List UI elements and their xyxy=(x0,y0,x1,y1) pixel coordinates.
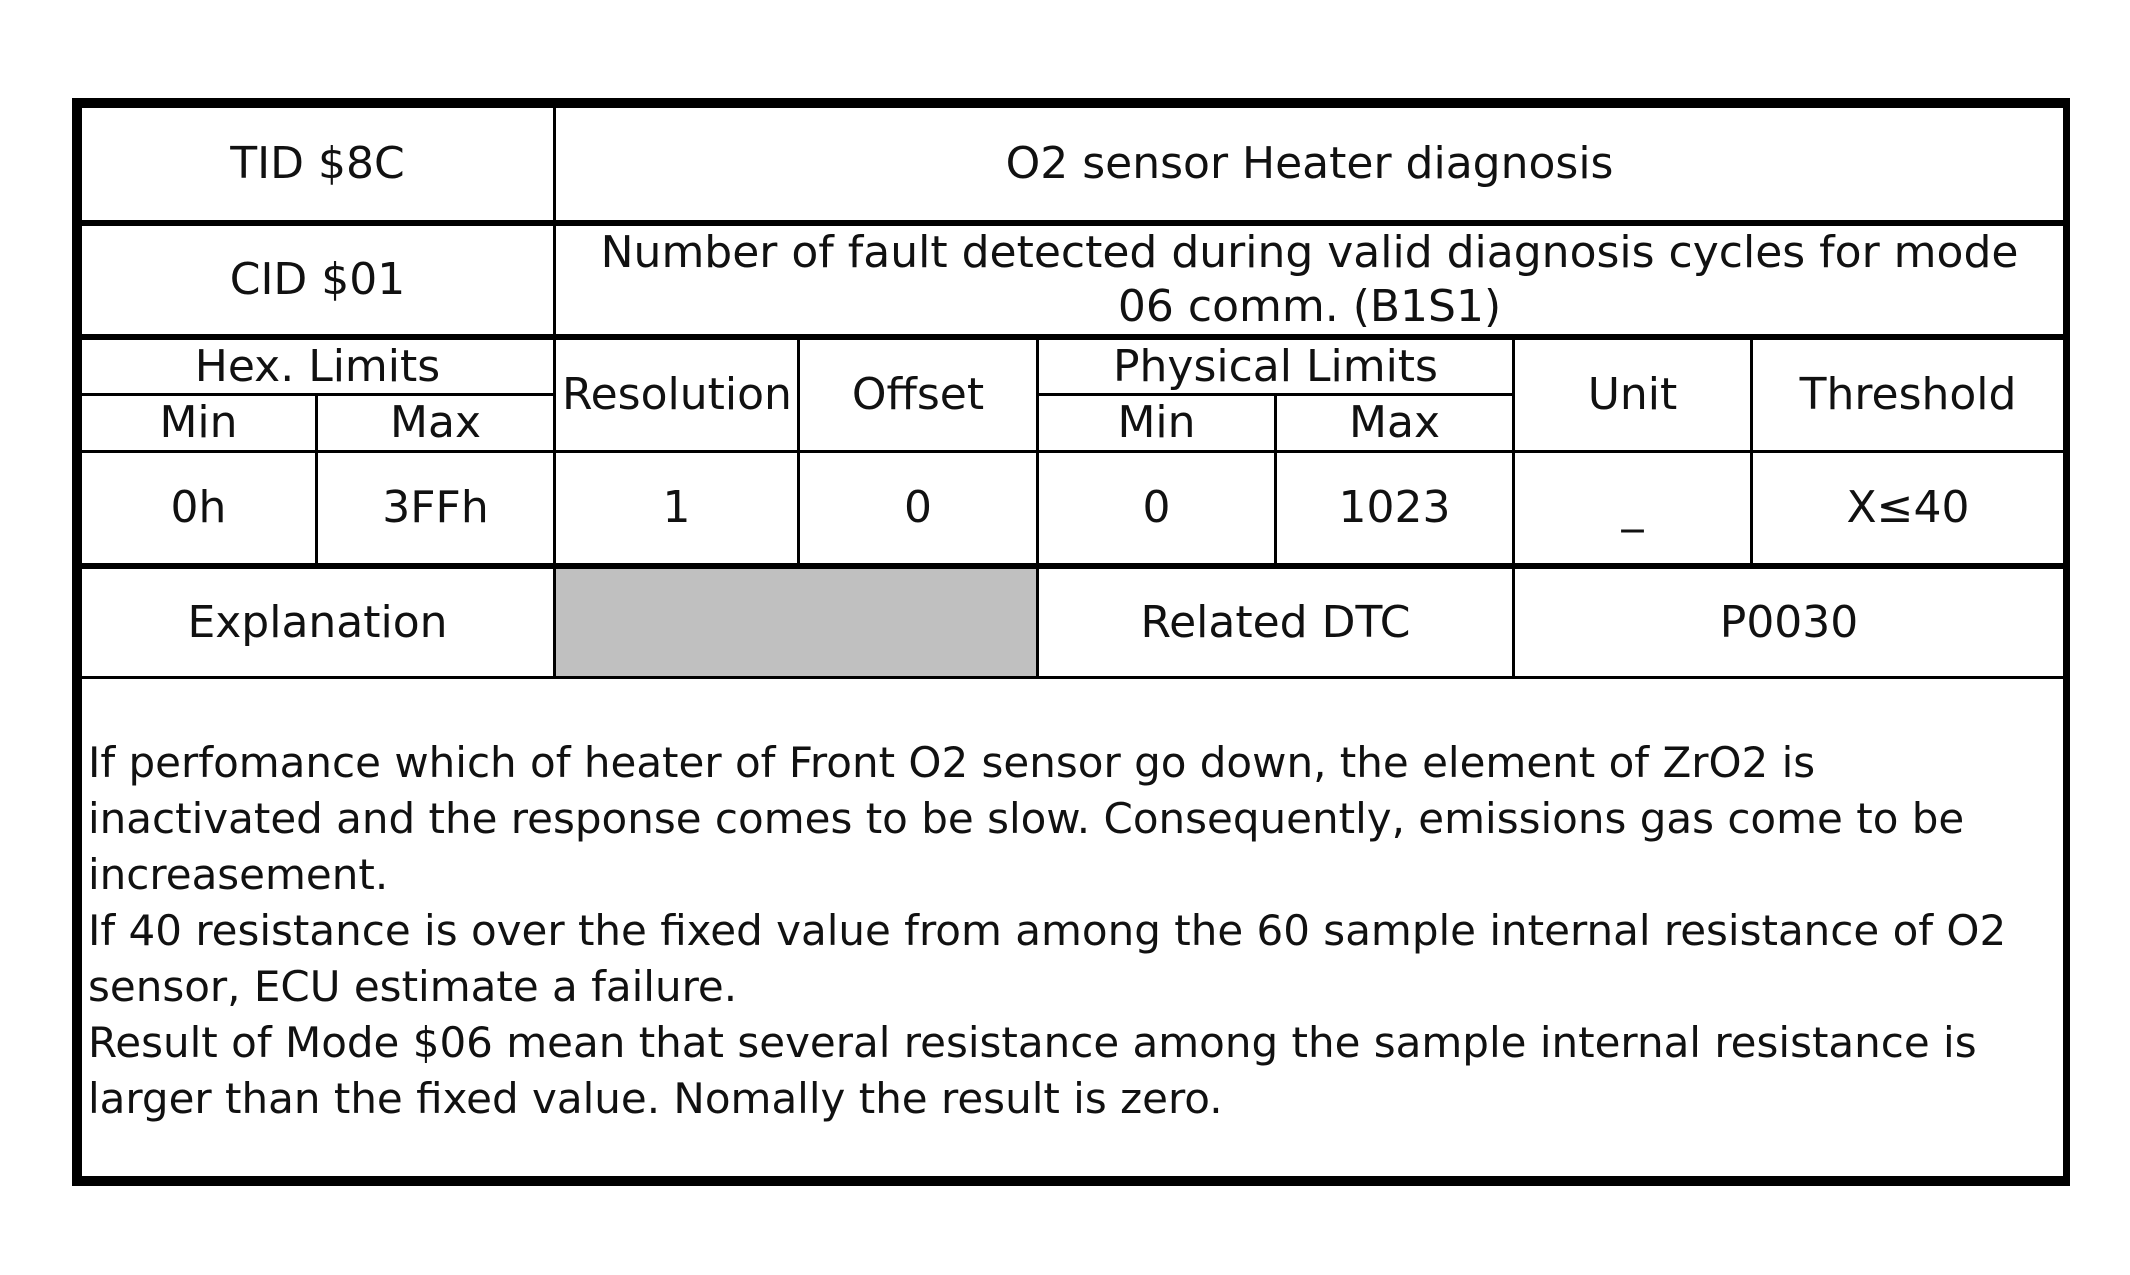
physical-min-header: Min xyxy=(1038,395,1276,452)
tid-row xyxy=(81,107,2065,223)
hex-max-value: 3FFh xyxy=(317,452,555,566)
explanation-paragraph-3: Result of Mode $06 mean that several resistance among the sample internal resistance is larger than the fixed value. Nomally the result is zero. xyxy=(88,1018,1977,1124)
hex-limits-header: Hex. Limits xyxy=(81,337,555,395)
explanation-paragraph-2: If 40 resistance is over the fixed value from among the 60 sample internal resistance of O2 sensor, ECU estimate a failure. xyxy=(88,906,2007,1012)
explanation-row xyxy=(81,566,2065,678)
resolution-header: Resolution xyxy=(555,337,799,452)
spec-table xyxy=(79,105,2066,1179)
cid-description: Number of fault detected during valid diagnosis cycles for mode 06 comm. (B1S1) xyxy=(555,223,2065,337)
offset-value: 0 xyxy=(799,452,1038,566)
explanation-label: Explanation xyxy=(81,566,555,678)
physical-min-value: 0 xyxy=(1038,452,1276,566)
values-row xyxy=(81,452,2065,566)
resolution-value: 1 xyxy=(555,452,799,566)
unit-header: Unit xyxy=(1514,337,1752,452)
tid-description: O2 sensor Heater diagnosis xyxy=(555,107,2065,223)
hex-min-header: Min xyxy=(81,395,317,452)
threshold-value: X≤40 xyxy=(1752,452,2065,566)
shaded-cell xyxy=(555,566,1038,678)
related-dtc-label: Related DTC xyxy=(1038,566,1514,678)
explanation-paragraph-1: If perfomance which of heater of Front O2 sensor go down, the element of ZrO2 is inactivated and the response comes to be slow. Consequently, emissions gas come to be increasement. xyxy=(88,738,1965,900)
mode06-spec-table xyxy=(72,98,2070,1186)
explanation-body xyxy=(81,678,2065,1178)
tid-label: TID $8C xyxy=(81,107,555,223)
explanation-body-row xyxy=(81,678,2065,1178)
hex-max-header: Max xyxy=(317,395,555,452)
physical-max-value: 1023 xyxy=(1276,452,1514,566)
cid-row xyxy=(81,223,2065,337)
physical-limits-header: Physical Limits xyxy=(1038,337,1514,395)
hex-min-value: 0h xyxy=(81,452,317,566)
offset-header: Offset xyxy=(799,337,1038,452)
header-row-top xyxy=(81,337,2065,395)
cid-label: CID $01 xyxy=(81,223,555,337)
physical-max-header: Max xyxy=(1276,395,1514,452)
related-dtc-value: P0030 xyxy=(1514,566,2065,678)
unit-value: _ xyxy=(1514,452,1752,566)
threshold-header: Threshold xyxy=(1752,337,2065,452)
